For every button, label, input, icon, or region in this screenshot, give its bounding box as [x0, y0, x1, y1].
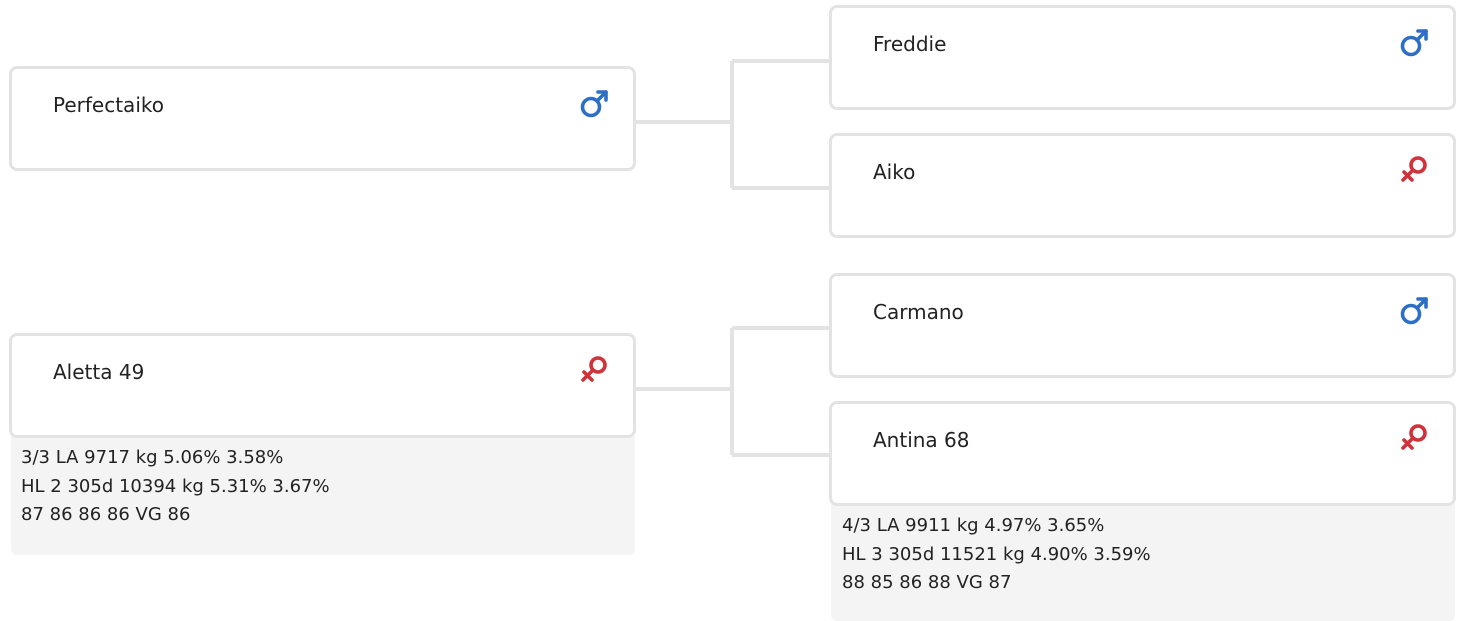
animal-name: Freddie — [873, 32, 947, 56]
performance-line: 87 86 86 86 VG 86 — [21, 504, 191, 525]
pedigree-card-antina-68[interactable] — [829, 401, 1456, 506]
performance-line: 88 85 86 88 VG 87 — [842, 572, 1012, 593]
performance-line: HL 2 305d 10394 kg 5.31% 3.67% — [21, 475, 330, 497]
female-icon — [575, 350, 615, 390]
animal-name: Aletta 49 — [53, 360, 145, 384]
pedigree-card-perfectaiko[interactable] — [9, 66, 636, 171]
pedigree-card-carmano[interactable] — [829, 273, 1456, 378]
pedigree-card-aiko[interactable] — [829, 133, 1456, 238]
animal-name: Antina 68 — [873, 428, 970, 452]
female-icon — [1395, 150, 1435, 190]
performance-info-antina-68 — [831, 504, 1455, 621]
animal-name: Aiko — [873, 160, 916, 184]
male-icon — [1395, 22, 1435, 62]
performance-line: 3/3 LA 9717 kg 5.06% 3.58% — [21, 447, 284, 468]
male-icon — [1395, 290, 1435, 330]
female-icon — [1395, 418, 1435, 458]
performance-info-aletta-49 — [11, 436, 635, 555]
male-icon — [575, 83, 615, 123]
pedigree-card-aletta-49[interactable] — [9, 333, 636, 438]
pedigree-card-freddie[interactable] — [829, 5, 1456, 110]
animal-name: Perfectaiko — [53, 93, 164, 117]
performance-line: 4/3 LA 9911 kg 4.97% 3.65% — [842, 515, 1105, 536]
performance-line: HL 3 305d 11521 kg 4.90% 3.59% — [842, 543, 1151, 565]
animal-name: Carmano — [873, 300, 964, 324]
